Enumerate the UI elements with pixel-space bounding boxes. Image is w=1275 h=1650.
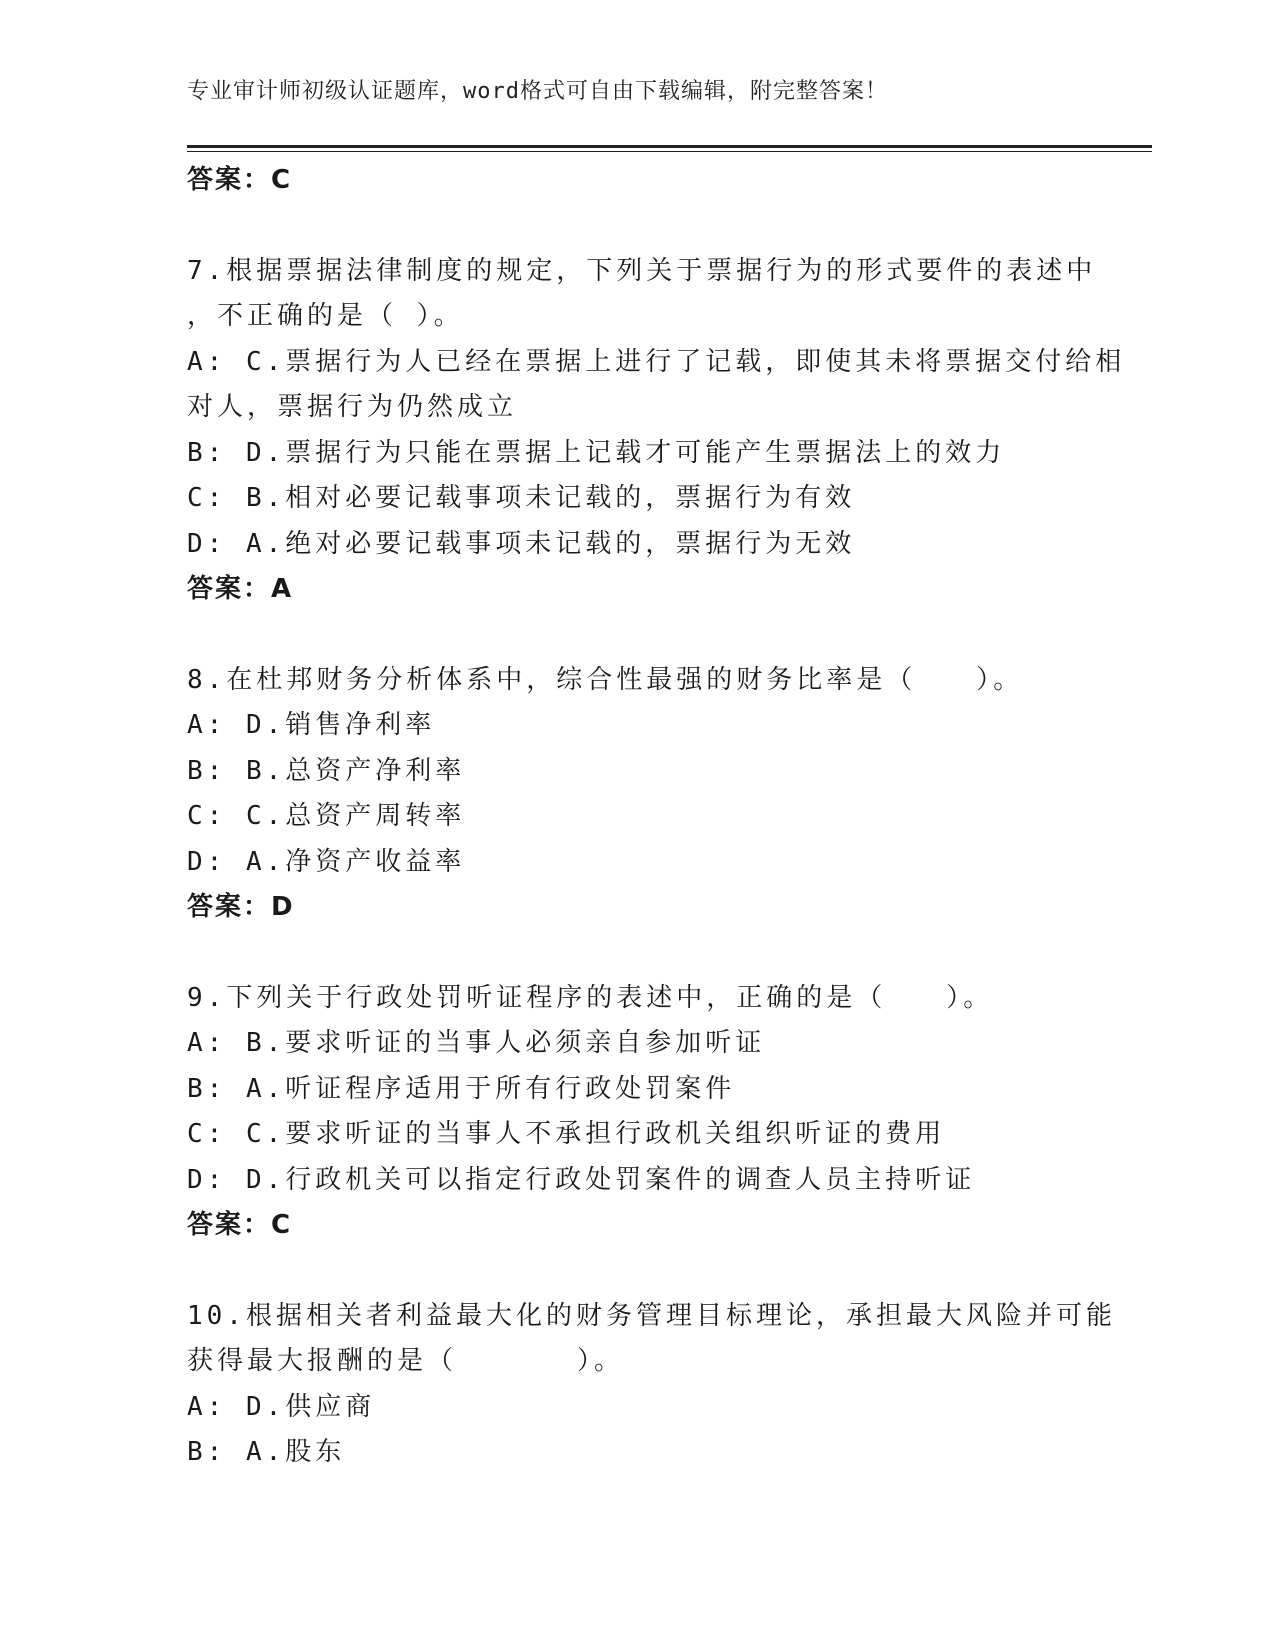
option-line: A: D.销售净利率: [187, 710, 436, 740]
question-stem: 7.根据票据法律制度的规定，下列关于票据行为的形式要件的表述中: [187, 255, 1097, 286]
option-line: 对人，票据行为仍然成立: [187, 392, 518, 422]
header-divider: [187, 145, 1152, 148]
question-stem: 10.根据相关者利益最大化的财务管理目标理论，承担最大风险并可能: [187, 1300, 1116, 1331]
question-stem: ，不正确的是（ ）。: [187, 301, 464, 331]
question-stem: 8.在杜邦财务分析体系中，综合性最强的财务比率是（ ）。: [187, 664, 1024, 695]
option-line: B: D.票据行为只能在票据上记载才可能产生票据法上的效力: [187, 437, 1006, 468]
page-header: 专业审计师初级认证题库，word格式可自由下载编辑，附完整答案！: [187, 79, 888, 104]
option-line: A: C.票据行为人已经在票据上进行了记载，即使其未将票据交付给相: [187, 346, 1126, 377]
question-list: [187, 158, 1126, 1476]
option-line: D: A.净资产收益率: [187, 846, 466, 877]
option-line: A: B.要求听证的当事人必须亲自参加听证: [187, 1028, 766, 1058]
previous-answer: 答案：C: [187, 165, 293, 195]
option-line: C: C.要求听证的当事人不承担行政机关组织听证的费用: [187, 1119, 946, 1149]
question-stem: 9.下列关于行政处罚听证程序的表述中，正确的是（ ）。: [187, 982, 994, 1013]
option-line: B: B.总资产净利率: [187, 755, 466, 786]
option-line: B: A.听证程序适用于所有行政处罚案件: [187, 1073, 736, 1104]
question-stem: 获得最大报酬的是（ ）。: [187, 1346, 625, 1376]
question-9: [187, 976, 1087, 1249]
question-10: [187, 1294, 1116, 1476]
option-line: A: D.供应商: [187, 1391, 376, 1422]
question-7: [187, 249, 1126, 613]
question-8: [187, 658, 1087, 931]
answer-label: 答案：D: [187, 892, 295, 922]
option-line: D: D.行政机关可以指定行政处罚案件的调查人员主持听证: [187, 1164, 976, 1195]
option-line: B: A.股东: [187, 1437, 346, 1467]
answer-label: 答案：A: [187, 574, 294, 604]
option-line: C: B.相对必要记载事项未记载的，票据行为有效: [187, 483, 856, 513]
answer-label: 答案：C: [187, 1210, 293, 1240]
header-divider-thin: [187, 151, 1152, 152]
option-line: C: C.总资产周转率: [187, 801, 466, 831]
option-line: D: A.绝对必要记载事项未记载的，票据行为无效: [187, 528, 856, 559]
